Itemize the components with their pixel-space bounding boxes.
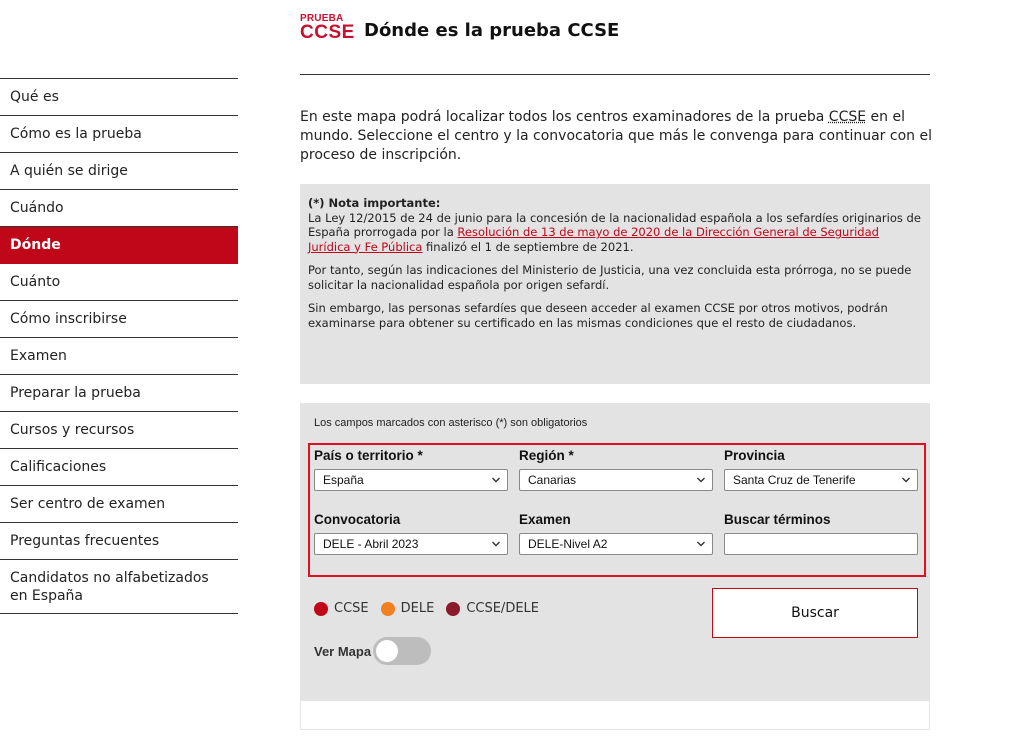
sidebar-nav <box>0 78 238 614</box>
pais-field <box>314 448 508 491</box>
examen-value: DELE-Nivel A2 <box>528 537 608 551</box>
pais-label: País o territorio * <box>314 448 423 463</box>
ver-mapa-label: Ver Mapa <box>314 643 372 659</box>
convocatoria-select[interactable] <box>314 533 508 555</box>
notice-p1-before: La Ley 12/2015 de 24 de junio para la concesión de la nacionalidad española a los sefardíes originarios de España prorrogada por la <box>308 210 921 239</box>
ccse-dele-dot-icon <box>446 602 460 616</box>
notice-paragraph-2: Por tanto, según las indicaciones del Ministerio de Justicia, una vez concluida esta prórroga, no se puede solicitar la nacionalidad española por origen sefardí. <box>308 263 912 292</box>
search-form <box>300 403 930 700</box>
legend-item-dele <box>381 601 435 616</box>
legend-item-ccse <box>314 601 369 616</box>
toggle-knob <box>376 640 398 662</box>
ver-mapa-toggle[interactable] <box>373 637 431 665</box>
fields-highlight-frame <box>308 443 926 577</box>
ccse-dot-icon <box>314 602 328 616</box>
sidebar-item-ser-centro[interactable]: Ser centro de examen <box>0 486 238 523</box>
provincia-select[interactable] <box>724 469 918 491</box>
chevron-down-icon <box>696 537 706 551</box>
provincia-field <box>724 448 918 491</box>
resolucion-link[interactable]: Resolución de 13 de mayo de 2020 de la Dirección General de Seguridad Jurídica y Fe Pública <box>308 225 879 254</box>
logo-line1: PRUEBA <box>300 12 344 25</box>
examen-select[interactable] <box>519 533 713 555</box>
convocatoria-value: DELE - Abril 2023 <box>323 537 419 551</box>
legend-item-ccse-dele <box>446 601 539 616</box>
provincia-value: Santa Cruz de Tenerife <box>733 473 856 487</box>
notice-paragraph-1 <box>308 196 922 254</box>
map-legend <box>314 601 551 616</box>
chevron-down-icon <box>491 473 501 487</box>
sidebar-item-calificaciones[interactable]: Calificaciones <box>0 449 238 486</box>
sidebar-item-preguntas[interactable]: Preguntas frecuentes <box>0 523 238 560</box>
sidebar-item-candidatos[interactable]: Candidatos no alfabetizados en España <box>0 560 238 614</box>
ccse-abbreviation: CCSE <box>828 109 867 125</box>
convocatoria-field <box>314 512 508 555</box>
dele-dot-icon <box>381 602 395 616</box>
buscar-terminos-field <box>724 512 918 555</box>
intro-text <box>300 108 940 165</box>
convocatoria-label: Convocatoria <box>314 512 401 527</box>
pais-value: España <box>323 473 364 487</box>
intro-part2: en el mundo. Seleccione el centro y la convocatoria que más le convenga para continuar con el proceso de inscripción. <box>300 109 932 163</box>
sidebar-item-cursos[interactable]: Cursos y recursos <box>0 412 238 449</box>
sidebar-item-donde[interactable]: Dónde <box>0 227 238 264</box>
ccse-logo <box>300 12 355 43</box>
required-fields-note: Los campos marcados con asterisco (*) son obligatorios <box>314 417 588 429</box>
page-title: Dónde es la prueba CCSE <box>364 20 620 41</box>
chevron-down-icon <box>901 473 911 487</box>
ver-mapa-control <box>314 637 431 665</box>
sidebar-item-examen[interactable]: Examen <box>0 338 238 375</box>
sidebar-item-como-inscribirse[interactable]: Cómo inscribirse <box>0 301 238 338</box>
legend-label-ccse: CCSE <box>334 601 369 616</box>
sidebar-item-que-es[interactable]: Qué es <box>0 79 238 116</box>
notice-paragraph-3: Sin embargo, las personas sefardíes que deseen acceder al examen CCSE por otros motivos, podrán examinarse para obtener su certificado en las mismas condiciones que el resto de ciudadanos. <box>308 301 888 330</box>
region-select[interactable] <box>519 469 713 491</box>
chevron-down-icon <box>696 473 706 487</box>
logo-line2: CCSE <box>300 22 355 43</box>
sidebar-item-preparar[interactable]: Preparar la prueba <box>0 375 238 412</box>
buscar-terminos-input[interactable] <box>724 533 918 555</box>
notice-p1-after: finalizó el 1 de septiembre de 2021. <box>422 239 634 254</box>
legend-label-ccse-dele: CCSE/DELE <box>466 601 539 616</box>
important-notice <box>300 184 930 384</box>
examen-label: Examen <box>519 512 571 527</box>
region-field <box>519 448 713 491</box>
map-container <box>300 700 930 730</box>
sidebar-item-como-es[interactable]: Cómo es la prueba <box>0 116 238 153</box>
buscar-button[interactable]: Buscar <box>712 588 918 638</box>
pais-select[interactable] <box>314 469 508 491</box>
intro-part1: En este mapa podrá localizar todos los centros examinadores de la prueba <box>300 109 829 125</box>
sidebar-item-a-quien[interactable]: A quién se dirige <box>0 153 238 190</box>
sidebar-item-cuanto[interactable]: Cuánto <box>0 264 238 301</box>
buscar-terminos-label: Buscar términos <box>724 512 831 527</box>
legend-label-dele: DELE <box>400 601 435 616</box>
examen-field <box>519 512 713 555</box>
sidebar-item-cuando[interactable]: Cuándo <box>0 190 238 227</box>
notice-heading: (*) Nota importante: <box>308 196 441 210</box>
provincia-label: Provincia <box>724 448 785 463</box>
region-label: Región * <box>519 448 574 463</box>
chevron-down-icon <box>491 537 501 551</box>
region-value: Canarias <box>528 473 577 487</box>
title-divider <box>300 74 930 75</box>
